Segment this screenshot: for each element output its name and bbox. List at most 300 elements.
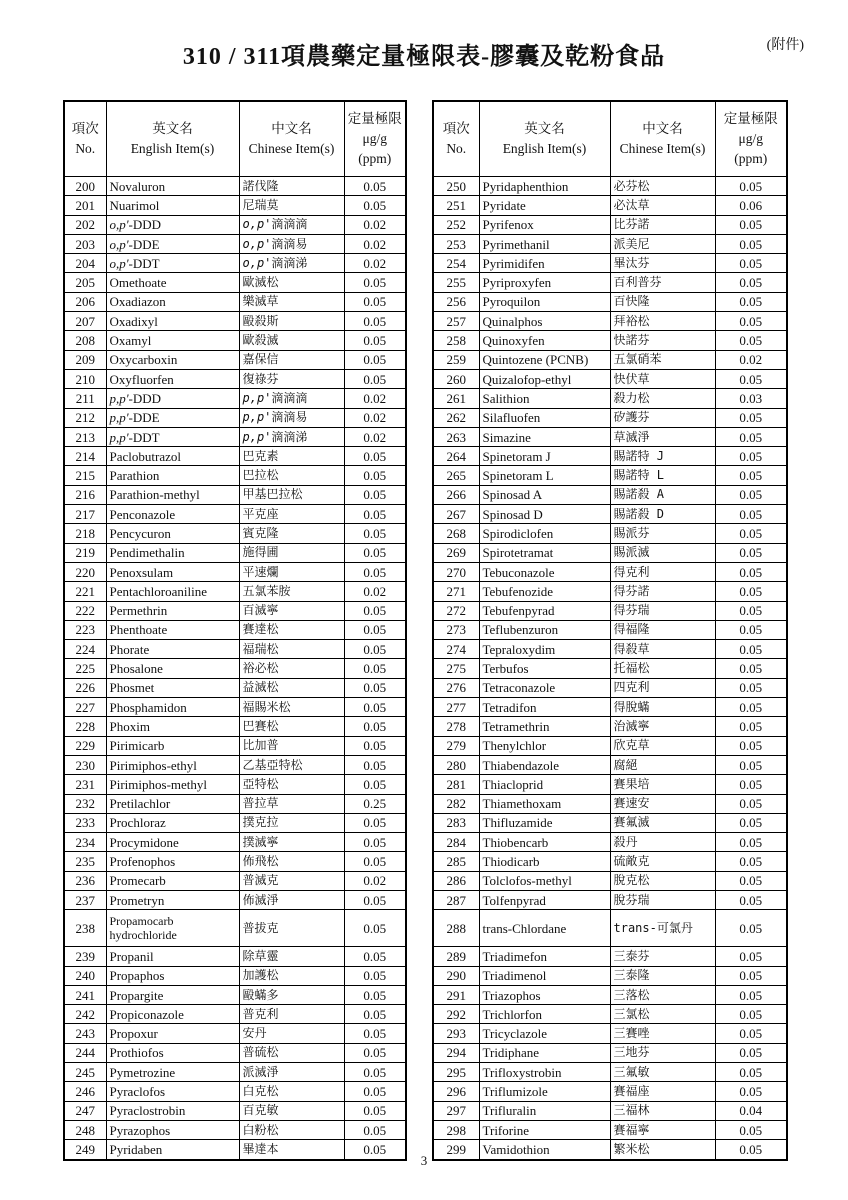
table-row [433, 833, 787, 852]
quantification-limit: 0.05 [344, 485, 406, 504]
english-name: Spirodiclofen [479, 524, 610, 543]
chinese-name: 賽達松 [239, 620, 344, 639]
row-number: 228 [64, 717, 106, 736]
english-name: Prometryn [106, 890, 239, 909]
chinese-name: 殺丹 [610, 833, 715, 852]
row-number: 277 [433, 698, 479, 717]
quantification-limit: 0.05 [715, 408, 787, 427]
table-row [64, 698, 406, 717]
chinese-name: 白克松 [239, 1082, 344, 1101]
chinese-name: 殺力松 [610, 389, 715, 408]
chinese-name: 硫敵克 [610, 852, 715, 871]
table-row [64, 408, 406, 427]
row-number: 221 [64, 582, 106, 601]
header-no: 項次 No. [433, 101, 479, 177]
chinese-name: 三泰芬 [610, 947, 715, 966]
row-number: 283 [433, 813, 479, 832]
table-row [64, 985, 406, 1004]
chinese-name: 巴拉松 [239, 466, 344, 485]
table-row [64, 215, 406, 234]
english-name: Simazine [479, 427, 610, 446]
table-row [433, 292, 787, 311]
row-number: 202 [64, 215, 106, 234]
table-row [64, 813, 406, 832]
quantification-limit: 0.05 [344, 717, 406, 736]
row-number: 246 [64, 1082, 106, 1101]
english-name: Permethrin [106, 601, 239, 620]
english-name: Silafluofen [479, 408, 610, 427]
chinese-name: 加護松 [239, 966, 344, 985]
row-number: 231 [64, 775, 106, 794]
row-number: 284 [433, 833, 479, 852]
table-row [64, 254, 406, 273]
quantification-limit: 0.05 [344, 1063, 406, 1082]
page-number: 3 [420, 1153, 428, 1168]
chinese-name: 脫克松 [610, 871, 715, 890]
quantification-limit: 0.05 [344, 813, 406, 832]
row-number: 226 [64, 678, 106, 697]
row-number: 232 [64, 794, 106, 813]
quantification-limit: 0.05 [715, 890, 787, 909]
table-row [64, 659, 406, 678]
chinese-name: 賽速安 [610, 794, 715, 813]
row-number: 234 [64, 833, 106, 852]
quantification-limit: 0.05 [344, 331, 406, 350]
chinese-name: 安丹 [239, 1024, 344, 1043]
english-name: Penoxsulam [106, 562, 239, 581]
row-number: 285 [433, 852, 479, 871]
row-number: 230 [64, 755, 106, 774]
table-row [64, 1082, 406, 1101]
table-row [433, 177, 787, 196]
english-name: Salithion [479, 389, 610, 408]
table-row [433, 447, 787, 466]
quantification-limit: 0.05 [344, 698, 406, 717]
english-name: Paclobutrazol [106, 447, 239, 466]
chinese-name: 賽氟滅 [610, 813, 715, 832]
english-name: Thiabendazole [479, 755, 610, 774]
chinese-name: 比加普 [239, 736, 344, 755]
table-row [64, 177, 406, 196]
table-row [64, 196, 406, 215]
quantification-limit: 0.05 [715, 177, 787, 196]
quantification-limit: 0.05 [715, 698, 787, 717]
row-number: 209 [64, 350, 106, 369]
quantification-limit: 0.05 [344, 755, 406, 774]
chinese-name: p,p'滴滴滴 [239, 389, 344, 408]
row-number: 272 [433, 601, 479, 620]
english-name: Phoxim [106, 717, 239, 736]
quantification-limit: 0.05 [344, 601, 406, 620]
table-row [433, 910, 787, 947]
quantification-limit: 0.05 [715, 562, 787, 581]
chinese-name: 繁米松 [610, 1140, 715, 1160]
quantification-limit: 0.05 [715, 369, 787, 388]
row-number: 247 [64, 1101, 106, 1120]
chinese-name: 矽護芬 [610, 408, 715, 427]
chinese-name: 佈滅淨 [239, 890, 344, 909]
english-name: Procymidone [106, 833, 239, 852]
table-row [433, 254, 787, 273]
english-name: o,p'-DDD [106, 215, 239, 234]
english-name: Phosalone [106, 659, 239, 678]
chinese-name: 比芬諾 [610, 215, 715, 234]
row-number: 218 [64, 524, 106, 543]
row-number: 208 [64, 331, 106, 350]
row-number: 288 [433, 910, 479, 947]
quantification-limit: 0.05 [344, 736, 406, 755]
quantification-limit: 0.05 [344, 910, 406, 947]
quantification-limit: 0.02 [344, 389, 406, 408]
row-number: 270 [433, 562, 479, 581]
header-no: 項次 No. [64, 101, 106, 177]
table-row [433, 871, 787, 890]
chinese-name: 諾伐隆 [239, 177, 344, 196]
row-number: 236 [64, 871, 106, 890]
chinese-name: o,p'滴滴涕 [239, 254, 344, 273]
english-name: Promecarb [106, 871, 239, 890]
quantification-limit: 0.05 [344, 659, 406, 678]
chinese-name: 尼瑞莫 [239, 196, 344, 215]
quantification-limit: 0.05 [715, 254, 787, 273]
chinese-name: 得克利 [610, 562, 715, 581]
english-name: Tetraconazole [479, 678, 610, 697]
chinese-name: 快諾芬 [610, 331, 715, 350]
table-row [64, 543, 406, 562]
quantification-limit: 0.05 [715, 620, 787, 639]
english-name: Parathion-methyl [106, 485, 239, 504]
english-name: Propanil [106, 947, 239, 966]
chinese-name: 百快隆 [610, 292, 715, 311]
chinese-name: 得脫蟎 [610, 698, 715, 717]
table-row [433, 794, 787, 813]
left-limits-table [63, 100, 407, 1161]
chinese-name: 賽果培 [610, 775, 715, 794]
row-number: 241 [64, 985, 106, 1004]
quantification-limit: 0.05 [344, 369, 406, 388]
english-name: Vamidothion [479, 1140, 610, 1160]
chinese-name: 三落松 [610, 985, 715, 1004]
table-row [64, 1024, 406, 1043]
row-number: 203 [64, 234, 106, 253]
chinese-name: 施得圃 [239, 543, 344, 562]
english-name: Tebufenozide [479, 582, 610, 601]
chinese-name: 三地芬 [610, 1043, 715, 1062]
row-number: 257 [433, 312, 479, 331]
row-number: 225 [64, 659, 106, 678]
row-number: 238 [64, 910, 106, 947]
quantification-limit: 0.05 [715, 871, 787, 890]
row-number: 261 [433, 389, 479, 408]
chinese-name: 必芬松 [610, 177, 715, 196]
english-name: Spinetoram J [479, 447, 610, 466]
chinese-name: 賜諾殺 D [610, 505, 715, 524]
quantification-limit: 0.05 [344, 620, 406, 639]
chinese-name: 得芬瑞 [610, 601, 715, 620]
row-number: 211 [64, 389, 106, 408]
table-row [433, 369, 787, 388]
quantification-limit: 0.05 [715, 582, 787, 601]
quantification-limit: 0.05 [344, 775, 406, 794]
row-number: 299 [433, 1140, 479, 1160]
chinese-name: 四克利 [610, 678, 715, 697]
table-row [64, 1120, 406, 1139]
chinese-name: 除草靈 [239, 947, 344, 966]
row-number: 282 [433, 794, 479, 813]
english-name: Tepraloxydim [479, 640, 610, 659]
header-english: 英文名 English Item(s) [479, 101, 610, 177]
row-number: 216 [64, 485, 106, 504]
row-number: 237 [64, 890, 106, 909]
quantification-limit: 0.05 [344, 350, 406, 369]
table-row [64, 678, 406, 697]
table-row [433, 985, 787, 1004]
quantification-limit: 0.05 [715, 947, 787, 966]
table-row [433, 813, 787, 832]
english-name: Tetramethrin [479, 717, 610, 736]
row-number: 239 [64, 947, 106, 966]
chinese-name: 平克座 [239, 505, 344, 524]
english-name: Pyrifenox [479, 215, 610, 234]
quantification-limit: 0.02 [344, 427, 406, 446]
row-number: 253 [433, 234, 479, 253]
quantification-limit: 0.05 [344, 447, 406, 466]
row-number: 229 [64, 736, 106, 755]
quantification-limit: 0.05 [344, 1140, 406, 1160]
quantification-limit: 0.06 [715, 196, 787, 215]
row-number: 276 [433, 678, 479, 697]
chinese-name: 歐殺滅 [239, 331, 344, 350]
chinese-name: 五氯苯胺 [239, 582, 344, 601]
row-number: 251 [433, 196, 479, 215]
table-row [433, 466, 787, 485]
quantification-limit: 0.05 [715, 755, 787, 774]
quantification-limit: 0.05 [715, 485, 787, 504]
table-row [433, 947, 787, 966]
chinese-name: 五氯硝苯 [610, 350, 715, 369]
row-number: 214 [64, 447, 106, 466]
table-row [433, 234, 787, 253]
chinese-name: 百利普芬 [610, 273, 715, 292]
row-number: 204 [64, 254, 106, 273]
table-row [433, 273, 787, 292]
table-row [64, 350, 406, 369]
chinese-name: 甲基巴拉松 [239, 485, 344, 504]
table-header-row [433, 101, 787, 177]
row-number: 212 [64, 408, 106, 427]
english-name: Quintozene (PCNB) [479, 350, 610, 369]
row-number: 264 [433, 447, 479, 466]
table-row [64, 601, 406, 620]
english-name: Pyriproxyfen [479, 273, 610, 292]
english-name: Thenylchlor [479, 736, 610, 755]
chinese-name: p,p'滴滴涕 [239, 427, 344, 446]
english-name: Oxadixyl [106, 312, 239, 331]
english-name: Pretilachlor [106, 794, 239, 813]
english-name: Pyraclostrobin [106, 1101, 239, 1120]
chinese-name: 賜諾殺 A [610, 485, 715, 504]
quantification-limit: 0.05 [344, 1024, 406, 1043]
chinese-name: 賓克隆 [239, 524, 344, 543]
chinese-name: 得福隆 [610, 620, 715, 639]
table-row [433, 1101, 787, 1120]
row-number: 200 [64, 177, 106, 196]
chinese-name: trans-可氯丹 [610, 910, 715, 947]
table-row [433, 524, 787, 543]
row-number: 278 [433, 717, 479, 736]
table-row [433, 755, 787, 774]
quantification-limit: 0.05 [344, 640, 406, 659]
english-name: Prochloraz [106, 813, 239, 832]
table-row [64, 1005, 406, 1024]
quantification-limit: 0.05 [715, 215, 787, 234]
row-number: 260 [433, 369, 479, 388]
table-row [64, 369, 406, 388]
table-row [64, 562, 406, 581]
english-name: trans-Chlordane [479, 910, 610, 947]
english-name: Pyroquilon [479, 292, 610, 311]
chinese-name: 治滅寧 [610, 717, 715, 736]
row-number: 259 [433, 350, 479, 369]
row-number: 248 [64, 1120, 106, 1139]
chinese-name: 得殺草 [610, 640, 715, 659]
quantification-limit: 0.05 [344, 505, 406, 524]
english-name: Thiobencarb [479, 833, 610, 852]
quantification-limit: 0.05 [715, 966, 787, 985]
attachment-label: (附件) [766, 38, 804, 53]
row-number: 279 [433, 736, 479, 755]
chinese-name: 欣克草 [610, 736, 715, 755]
table-row [64, 833, 406, 852]
table-row [64, 852, 406, 871]
quantification-limit: 0.05 [344, 273, 406, 292]
quantification-limit: 0.05 [344, 833, 406, 852]
table-row [433, 736, 787, 755]
chinese-name: 裕必松 [239, 659, 344, 678]
chinese-name: 賜派芬 [610, 524, 715, 543]
table-row [64, 312, 406, 331]
row-number: 245 [64, 1063, 106, 1082]
english-name: Propamocarb hydrochloride [106, 910, 239, 947]
chinese-name: 歐滅松 [239, 273, 344, 292]
chinese-name: 賽福座 [610, 1082, 715, 1101]
english-name: Profenophos [106, 852, 239, 871]
row-number: 249 [64, 1140, 106, 1160]
quantification-limit: 0.05 [344, 985, 406, 1004]
chinese-name: 三福林 [610, 1101, 715, 1120]
header-english: 英文名 English Item(s) [106, 101, 239, 177]
row-number: 290 [433, 966, 479, 985]
english-name: Novaluron [106, 177, 239, 196]
english-name: Pyrazophos [106, 1120, 239, 1139]
chinese-name: 普拉草 [239, 794, 344, 813]
english-name: Trifluralin [479, 1101, 610, 1120]
quantification-limit: 0.04 [715, 1101, 787, 1120]
row-number: 243 [64, 1024, 106, 1043]
table-row [433, 659, 787, 678]
english-name: Prothiofos [106, 1043, 239, 1062]
table-row [433, 1024, 787, 1043]
chinese-name: 巴克素 [239, 447, 344, 466]
row-number: 273 [433, 620, 479, 639]
table-row [64, 890, 406, 909]
chinese-name: 嘉保信 [239, 350, 344, 369]
english-name: Tebuconazole [479, 562, 610, 581]
chinese-name: 必汰草 [610, 196, 715, 215]
quantification-limit: 0.05 [715, 1063, 787, 1082]
english-name: Pirimiphos-methyl [106, 775, 239, 794]
quantification-limit: 0.05 [715, 985, 787, 1004]
chinese-name: 白粉松 [239, 1120, 344, 1139]
table-row [433, 582, 787, 601]
english-name: Omethoate [106, 273, 239, 292]
quantification-limit: 0.05 [715, 466, 787, 485]
english-name: Tebufenpyrad [479, 601, 610, 620]
english-name: Quinoxyfen [479, 331, 610, 350]
table-row [433, 1120, 787, 1139]
table-row [433, 485, 787, 504]
quantification-limit: 0.05 [344, 177, 406, 196]
english-name: p,p'-DDT [106, 427, 239, 446]
english-name: Pencycuron [106, 524, 239, 543]
quantification-limit: 0.05 [715, 524, 787, 543]
row-number: 206 [64, 292, 106, 311]
chinese-name: 賽福寧 [610, 1120, 715, 1139]
header-limit: 定量極限 μg/g (ppm) [715, 101, 787, 177]
english-name: Triforine [479, 1120, 610, 1139]
table-row [433, 408, 787, 427]
quantification-limit: 0.05 [715, 292, 787, 311]
table-row [433, 215, 787, 234]
chinese-name: 畢汰芬 [610, 254, 715, 273]
chinese-name: 三賽唑 [610, 1024, 715, 1043]
english-name: p,p'-DDE [106, 408, 239, 427]
quantification-limit: 0.05 [344, 562, 406, 581]
chinese-name: p,p'滴滴易 [239, 408, 344, 427]
chinese-name: 普拔克 [239, 910, 344, 947]
row-number: 254 [433, 254, 479, 273]
table-row [64, 794, 406, 813]
table-row [433, 562, 787, 581]
table-row [64, 871, 406, 890]
quantification-limit: 0.05 [715, 640, 787, 659]
row-number: 223 [64, 620, 106, 639]
chinese-name: 普硫松 [239, 1043, 344, 1062]
table-row [433, 1082, 787, 1101]
table-row [433, 350, 787, 369]
chinese-name: o,p'滴滴易 [239, 234, 344, 253]
row-number: 242 [64, 1005, 106, 1024]
english-name: Propiconazole [106, 1005, 239, 1024]
table-row [433, 601, 787, 620]
chinese-name: 巴賽松 [239, 717, 344, 736]
english-name: p,p'-DDD [106, 389, 239, 408]
quantification-limit: 0.05 [715, 273, 787, 292]
quantification-limit: 0.25 [344, 794, 406, 813]
quantification-limit: 0.05 [715, 775, 787, 794]
chinese-name: 百滅寧 [239, 601, 344, 620]
table-row [64, 966, 406, 985]
row-number: 201 [64, 196, 106, 215]
table-row [433, 640, 787, 659]
english-name: Triadimenol [479, 966, 610, 985]
quantification-limit: 0.05 [344, 1101, 406, 1120]
english-name: Thiodicarb [479, 852, 610, 871]
english-name: Thifluzamide [479, 813, 610, 832]
english-name: Pendimethalin [106, 543, 239, 562]
table-row [433, 890, 787, 909]
english-name: Pentachloroaniline [106, 582, 239, 601]
